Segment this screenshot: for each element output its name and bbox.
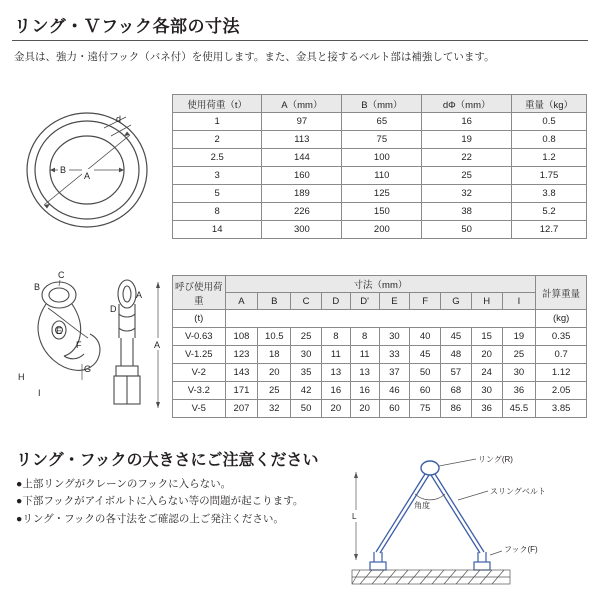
cell: 11 (321, 346, 350, 364)
cell: 50 (422, 221, 512, 239)
cell: 18 (258, 346, 291, 364)
hook-label-d: D (110, 304, 117, 314)
cell: 32 (422, 185, 512, 203)
cell: 42 (291, 382, 322, 400)
ring-label-d: d (116, 114, 122, 124)
ring-label-a: A (84, 171, 91, 181)
cell: 75 (342, 131, 422, 149)
cell: 46 (379, 382, 410, 400)
hook-label-b: B (34, 282, 41, 292)
cell: 300 (262, 221, 342, 239)
cell: 22 (422, 149, 512, 167)
cell: 38 (422, 203, 512, 221)
hook-sub-g: G (441, 293, 472, 310)
cell: 8 (350, 328, 379, 346)
hook-sub-d: D (321, 293, 350, 310)
sling-label-angle: 角度 (414, 501, 430, 510)
table-row (173, 203, 587, 221)
cell: 45.5 (502, 400, 536, 418)
cell: 171 (225, 382, 258, 400)
hook-label-i: I (38, 388, 41, 398)
cell: 1.75 (512, 167, 587, 185)
hook-sub-dprime: D' (350, 293, 379, 310)
hook-sub-b: B (258, 293, 291, 310)
cell: 1.2 (512, 149, 587, 167)
hook-dimension-table (172, 275, 587, 418)
hook-label-c: C (58, 270, 65, 280)
cell: 160 (262, 167, 342, 185)
cell: 36 (502, 382, 536, 400)
cell: 40 (410, 328, 441, 346)
cell: 0.8 (512, 131, 587, 149)
cell: 8 (321, 328, 350, 346)
cell: 3.85 (536, 400, 587, 418)
cell: 123 (225, 346, 258, 364)
cell: 16 (321, 382, 350, 400)
cell: 20 (350, 400, 379, 418)
table-unit-row (173, 310, 587, 328)
cell: 12.7 (512, 221, 587, 239)
hook-th-load: 呼び使用荷重 (173, 276, 226, 310)
cell: 15 (471, 328, 502, 346)
cell: 200 (342, 221, 422, 239)
sling-label-ring: リング(R) (478, 455, 513, 464)
cell: 108 (225, 328, 258, 346)
cell: 20 (258, 364, 291, 382)
title-divider (12, 40, 588, 41)
ring-diagram (8, 95, 166, 250)
page-title: リング・Ｖフック各部の寸法 (14, 17, 240, 36)
cell: 25 (422, 167, 512, 185)
cell: 13 (321, 364, 350, 382)
cell: 189 (262, 185, 342, 203)
cell: 36 (471, 400, 502, 418)
cell: 13 (350, 364, 379, 382)
cell: 30 (291, 346, 322, 364)
cell: 0.35 (536, 328, 587, 346)
hook-th-weight: 計算重量 (536, 276, 587, 310)
cell: 32 (258, 400, 291, 418)
table-row (173, 346, 587, 364)
cell: 50 (291, 400, 322, 418)
cell: V-5 (173, 400, 226, 418)
cell: 30 (471, 382, 502, 400)
hook-th-dimensions: 寸法（mm） (225, 276, 536, 293)
cell: 25 (291, 328, 322, 346)
table-row (173, 131, 587, 149)
cell: 144 (262, 149, 342, 167)
sling-label-l: L (352, 512, 357, 521)
cell: 1 (173, 113, 262, 131)
cell: 3.8 (512, 185, 587, 203)
ring-th-load: 使用荷重（t） (173, 95, 262, 113)
cell: 125 (342, 185, 422, 203)
table-row (173, 149, 587, 167)
cell: 20 (471, 346, 502, 364)
notice-list (16, 476, 316, 528)
cell: 100 (342, 149, 422, 167)
table-row (173, 113, 587, 131)
ring-label-b: B (60, 165, 67, 175)
cell: 0.7 (536, 346, 587, 364)
cell: 207 (225, 400, 258, 418)
hook-sub-h: H (471, 293, 502, 310)
cell: 19 (502, 328, 536, 346)
cell: 16 (422, 113, 512, 131)
hook-sub-i: I (502, 293, 536, 310)
list-item: ●下部フックがアイボルトに入らない等の問題が起こります。 (16, 495, 304, 508)
table-header-row (173, 95, 587, 113)
list-item: ●リング・フックの各寸法をご確認の上ご発注ください。 (16, 512, 284, 525)
hook-sub-f: F (410, 293, 441, 310)
ring-th-b: B（mm） (342, 95, 422, 113)
table-header-row (173, 293, 587, 310)
cell: 33 (379, 346, 410, 364)
hook-label-dprime: A (136, 290, 143, 300)
cell: 3 (173, 167, 262, 185)
cell: 25 (502, 346, 536, 364)
table-row (173, 364, 587, 382)
ring-th-d: dΦ（mm） (422, 95, 512, 113)
hook-label-a: A (154, 340, 161, 350)
cell: 110 (342, 167, 422, 185)
table-row (173, 221, 587, 239)
cell: 37 (379, 364, 410, 382)
table-row (173, 400, 587, 418)
cell: 65 (342, 113, 422, 131)
cell: 60 (379, 400, 410, 418)
cell: V-0.63 (173, 328, 226, 346)
sling-label-belt: スリングベルト (490, 487, 546, 496)
cell: 24 (471, 364, 502, 382)
ring-th-a: A（mm） (262, 95, 342, 113)
cell: 30 (379, 328, 410, 346)
cell: V-3.2 (173, 382, 226, 400)
cell: 143 (225, 364, 258, 382)
table-header-row (173, 276, 587, 293)
cell: 75 (410, 400, 441, 418)
ring-dimension-table (172, 94, 587, 239)
cell: 86 (441, 400, 472, 418)
cell: 45 (410, 346, 441, 364)
cell: 0.5 (512, 113, 587, 131)
cell: 5 (173, 185, 262, 203)
cell: 11 (350, 346, 379, 364)
hook-diagram (12, 268, 167, 438)
cell: 20 (321, 400, 350, 418)
cell: 8 (173, 203, 262, 221)
ring-th-weight: 重量（kg） (512, 95, 587, 113)
cell: 68 (441, 382, 472, 400)
hook-sub-c: C (291, 293, 322, 310)
table-row (173, 382, 587, 400)
cell: 60 (410, 382, 441, 400)
cell: 2.05 (536, 382, 587, 400)
list-item: ●上部リングがクレーンのフックに入らない。 (16, 478, 232, 490)
cell: V-1.25 (173, 346, 226, 364)
cell: 150 (342, 203, 422, 221)
cell: 25 (258, 382, 291, 400)
cell: 226 (262, 203, 342, 221)
cell: 57 (441, 364, 472, 382)
cell: 35 (291, 364, 322, 382)
cell: V-2 (173, 364, 226, 382)
intro-text: 金具は、強力・遠付フック（バネ付）を使用します。また、金具と接するベルト部は補強しています。 (14, 51, 495, 63)
hook-sub-a: A (225, 293, 258, 310)
hook-label-g: G (84, 364, 92, 374)
cell: 2.5 (173, 149, 262, 167)
cell: 50 (410, 364, 441, 382)
hook-sub-e: E (379, 293, 410, 310)
sling-label-hook: フック(F) (504, 545, 538, 554)
notice-title: リング・フックの大きさにご注意ください (16, 452, 319, 469)
hook-unit-t: (t) (173, 310, 226, 328)
cell: 14 (173, 221, 262, 239)
cell: 19 (422, 131, 512, 149)
cell: 97 (262, 113, 342, 131)
cell: 16 (350, 382, 379, 400)
hook-label-h: H (18, 372, 25, 382)
cell: 30 (502, 364, 536, 382)
cell: 45 (441, 328, 472, 346)
table-row (173, 185, 587, 203)
cell: 48 (441, 346, 472, 364)
hook-unit-kg: (kg) (536, 310, 587, 328)
table-row (173, 328, 587, 346)
cell: 5.2 (512, 203, 587, 221)
cell: 2 (173, 131, 262, 149)
hook-label-e: E (56, 326, 63, 336)
hook-label-f: F (76, 340, 82, 350)
cell: 10.5 (258, 328, 291, 346)
cell: 113 (262, 131, 342, 149)
table-row (173, 167, 587, 185)
cell: 1.12 (536, 364, 587, 382)
sling-diagram (318, 448, 590, 598)
